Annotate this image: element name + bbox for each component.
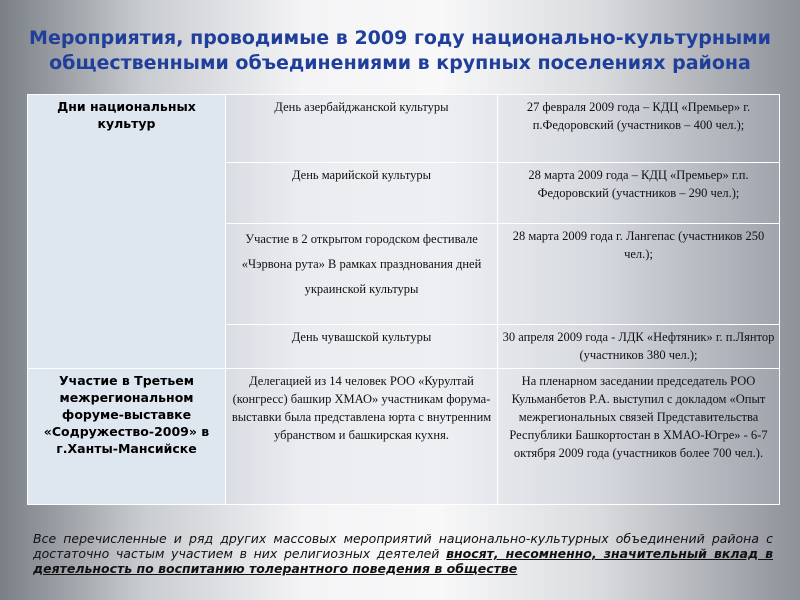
details-cell: 28 марта 2009 года г. Лангепас (участников 250 чел.); xyxy=(498,224,780,325)
details-cell: 27 февраля 2009 года – КДЦ «Премьер» г. п.Федоровский (участников – 400 чел.); xyxy=(498,95,780,163)
event-cell: День чувашской культуры xyxy=(226,325,498,369)
group-header-forum: Участие в Третьем межрегиональном форуме-выставке «Содружество-2009» в г.Ханты-Мансийске xyxy=(28,369,226,505)
summary-text: Все перечисленные и ряд других массовых мероприятий национально-культурных объединений района с достаточно частым участием в них религиозных деятелей xyxy=(33,531,773,561)
details-cell: 28 марта 2009 года – КДЦ «Премьер» г.п. Федоровский (участников – 290 чел.); xyxy=(498,163,780,224)
title-line-1: Мероприятия, проводимые в 2009 году национально-культурными xyxy=(29,27,771,49)
page-title xyxy=(0,26,800,76)
title-line-2: общественными объединениями в крупных поселениях района xyxy=(49,52,751,74)
summary-emphasis: вносят, несомненно, значительный вклад в деятельность по воспитанию толерантного поведения в обществе xyxy=(33,546,774,576)
event-cell: Делегацией из 14 человек РОО «Курултай (конгресс) башкир ХМАО» участникам форума-выставки была представлена юрта с внутренним убранством и башкирская кухня. xyxy=(226,369,498,505)
details-cell: На пленарном заседании председатель РОО Кульманбетов Р.А. выступил с докладом «Опыт межрегиональных связей Представительства Республики Башкортостан в ХМАО-Югре» - 6-7 октября 2009 года (участников более 700 чел.). xyxy=(498,369,780,505)
table-row xyxy=(28,369,780,505)
summary-paragraph xyxy=(33,531,773,576)
event-cell: День азербайджанской культуры xyxy=(226,95,498,163)
table-row xyxy=(28,95,780,163)
event-cell: Участие в 2 открытом городском фестивале «Чэрвона рута» В рамках празднования дней украинской культуры xyxy=(226,224,498,325)
event-cell: День марийской культуры xyxy=(226,163,498,224)
details-cell: 30 апреля 2009 года - ЛДК «Нефтяник» г. п.Лянтор (участников 380 чел.); xyxy=(498,325,780,369)
group-header-national-days: Дни национальных культур xyxy=(28,95,226,369)
events-table xyxy=(27,94,780,505)
